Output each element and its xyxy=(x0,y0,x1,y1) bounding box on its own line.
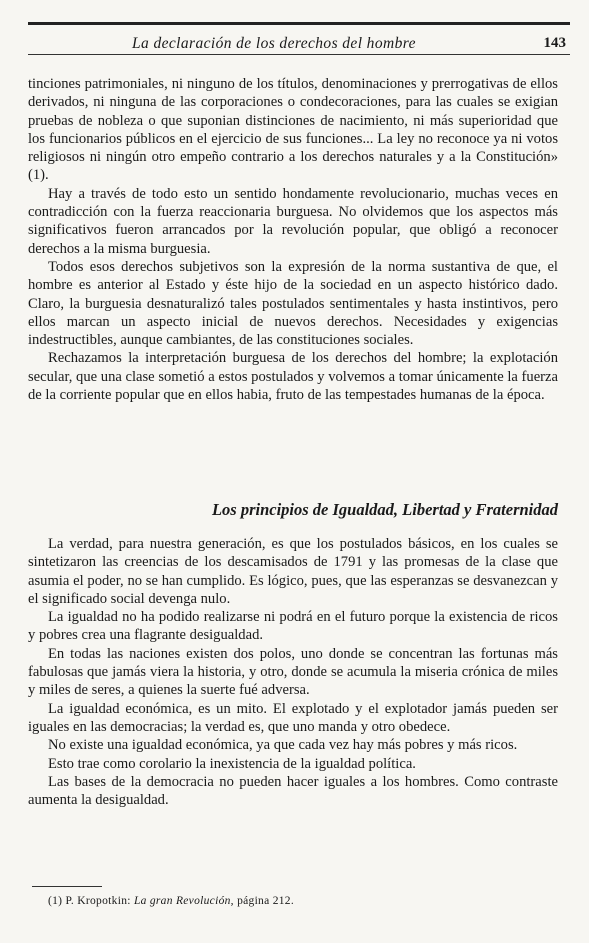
footnote-rule xyxy=(32,886,102,887)
footnote-page: página 212. xyxy=(237,895,295,907)
header-rule xyxy=(28,54,570,55)
paragraph: En todas las naciones existen dos polos, uno donde se concentran las fortunas más fabulosas que jamás viera la historia, y otro, donde se acumula la miseria crónica de miles y miles de seres, a quienes la suerte fué adversa. xyxy=(28,645,558,699)
footnote-marker: (1) xyxy=(48,895,63,907)
body-text-part2 xyxy=(28,535,558,809)
paragraph: Las bases de la democracia no pueden hacer iguales a los hombres. Como contraste aumenta la desigualdad. xyxy=(28,773,558,809)
paragraph: No existe una igualdad económica, ya que cada vez hay más pobres y más ricos. xyxy=(48,737,518,754)
paragraph: Esto trae como corolario la inexistencia de la igualdad política. xyxy=(48,755,416,772)
paragraph: La igualdad económica, es un mito. El explotado y el explotador jamás pueden ser iguales en las democracias; la verdad es, que uno manda y otro obedece. xyxy=(28,700,558,735)
footnote-book-title: La gran Revolución, xyxy=(133,895,234,907)
body-text-part1 xyxy=(28,75,558,404)
paragraph: Todos esos derechos subjetivos son la expresión de la norma sustantiva de que, el hombre es anterior al Estado y éste hijo de la sociedad en un aspecto histórico dado. Claro, la burguesia desnaturalizó tales postulados sentimentales y hasta instintivos, pero ellos marcan un aspecto inicial de nuevos derechos. Necesidades y exigencias indestructibles, aunque cambiantes, de las constituciones sociales. xyxy=(28,258,558,349)
paragraph: La igualdad no ha podido realizarse ni podrá en el futuro porque la existencia de ricos y pobres crea una flagrante desigualdad. xyxy=(28,609,558,644)
paragraph: Rechazamos la interpretación burguesa de los derechos del hombre; la explotación secular, que una clase sometió a estos postulados y volvemos a tomar únicamente la fuerza de la corriente popular que en ellos habia, fruto de las tempestades humanas de la época. xyxy=(28,350,558,404)
footnote xyxy=(48,895,294,907)
paragraph: La verdad, para nuestra generación, es que los postulados básicos, en los cuales se sintetizaron las creencias de los descamisados de 1791 y las promesas de la clase que asumia el poder, no se han cumplido. Es lógico, pues, que las esperanzas se desvanezcan y el significado social devenga nulo. xyxy=(28,536,558,607)
paragraph: Hay a través de todo esto un sentido hondamente revolucionario, muchas veces en contradicción con la fuerza reaccionaria burguesa. No olvidemos que los aspectos más significativos fueron arrancados por la revolución popular, que obligó a reconocer derechos a la misma burguesia. xyxy=(28,185,558,257)
footnote-author: P. Kropotkin: xyxy=(65,895,131,907)
section-heading: Los principios de Igualdad, Libertad y Fraternidad xyxy=(211,500,558,519)
paragraph: tinciones patrimoniales, ni ninguno de los títulos, denominaciones y prerrogativas de ellos derivados, ni ninguna de las corporaciones o condecoraciones, para las cuales se exigian pruebas de nobleza o que suponian distinciones de nacimiento, ni más superioridad que los funcionarios públicos en el ejercicio de sus funciones... La ley no reconoce ya ni votos religiosos ni ningún otro empeño contrario a los derechos naturales y a la Constitución» (1). xyxy=(28,76,558,184)
running-title: La declaración de los derechos del hombre xyxy=(132,35,416,52)
running-header xyxy=(28,22,570,55)
page-number: 143 xyxy=(543,35,566,51)
